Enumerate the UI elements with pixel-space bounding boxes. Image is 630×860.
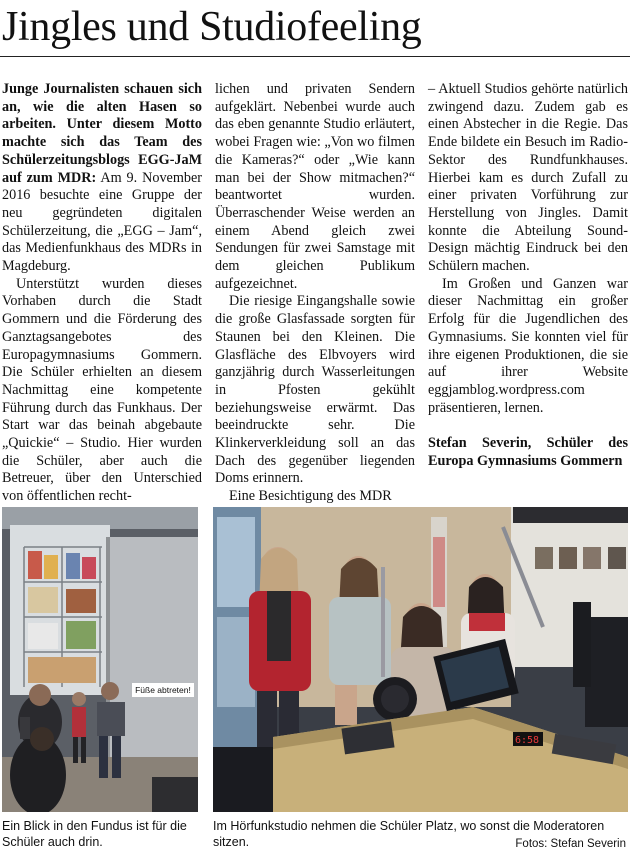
author-byline: Stefan Severin, Schüler des Europa Gymnasiums Gommern xyxy=(428,435,628,470)
photo-radio-studio xyxy=(213,507,628,812)
article-column-1 xyxy=(2,81,202,506)
paragraph: – Aktuell Studios gehörte natürlich zwingend dazu. Zudem gab es einen Abstecher in die Regie. Das Ende bildete ein Besuch im Radio-Sektor des Rundfunkhauses. Hierbei kam es durch Zufall zu einer privaten Vorführung zur Herstellung von Jingles. Damit konnte die Abteilung Sound-Design mächtig Eindruck bei den Schülern machen. xyxy=(428,81,628,275)
paragraph: Die riesige Eingangshalle sowie die große Glasfassade sorgten für Staunen bei den Kleinen. Die Glasfläche des Elbvoyers wird ganzjährig durch Wasserleitungen in Pfosten gekühlt beziehungsweise erwärmt. Das beeindruckte sehr. Die Klinkerverkleidung soll an das Dach des gegenüber liegenden Doms erinnern. xyxy=(215,293,415,487)
photo-caption-right: Im Hörfunkstudio nehmen die Schüler Platz, wo sonst die Moderatoren sitzen. xyxy=(213,819,605,849)
headline: Jingles und Studiofeeling xyxy=(2,4,422,50)
paragraph: Am 9. November 2016 besuchte eine Gruppe der neu gegründeten digitalen Schülerzeitung, die „EGG – Jam“, das Medienfunkhaus des MDRs in Magdeburg. xyxy=(2,169,202,275)
lead-text: Junge Journalisten schauen sich an, wie die alten Hasen so arbeiten. Unter diesem Motto machte sich das Team des Schülerzeitungsblogs EGG-JaM auf zum MDR: xyxy=(2,81,202,186)
paragraph: Im Großen und Ganzen war dieser Nachmittag ein großer Erfolg für die Jugendlichen des Gymnasiums. Sie konnten viel für ihre eigenen Produktionen, die sie auf ihrer Website eggjamblog.wordpress.com präsentieren, lernen. xyxy=(428,275,628,416)
photo-studio-illustration xyxy=(213,507,628,812)
studio-clock-display: 6:58 xyxy=(515,735,540,746)
paragraph: Eine Besichtigung des MDR xyxy=(229,488,392,505)
doormat-sign-text: Füße abtreten! xyxy=(135,685,191,695)
headline-rule xyxy=(0,56,630,57)
photo-credit: Fotos: Stefan Severin xyxy=(515,838,626,850)
article-column-3 xyxy=(428,81,628,471)
paragraph: Unterstützt wurden dieses Vorhaben durch die Stadt Gommern und die Förderung des Ganztagsangebotes des Europagymnasiums Gommern. Die Schüler erhielten an diesem Nachmittag eine kompetente Führung durch das Funkhaus. Der Start war das beinah abgebaute „Quickie“ – Studio. Hier wurden die Schüler, aber auch die Betreuer, über den Unterschied von öffentlichen recht- xyxy=(2,275,202,505)
paragraph: lichen und privaten Sendern aufgeklärt. Nebenbei wurde auch das eben genannte Studio erläutert, wobei Fragen wie: „Von wo filmen die Kameras?“ oder „Wie kann man bei der Show mitmachen?“ beantwortet wurden. Überraschender Weise werden an einem Abend gleich zwei Sendungen für zwei Samstage mit dem gleichen Publikum aufgezeichnet. xyxy=(215,81,415,292)
photo-fundus xyxy=(2,507,198,812)
article-column-2 xyxy=(215,81,415,506)
photo-caption-left: Ein Blick in den Fundus ist für die Schüler auch drin. xyxy=(2,819,187,849)
photo-fundus-illustration xyxy=(2,507,198,812)
